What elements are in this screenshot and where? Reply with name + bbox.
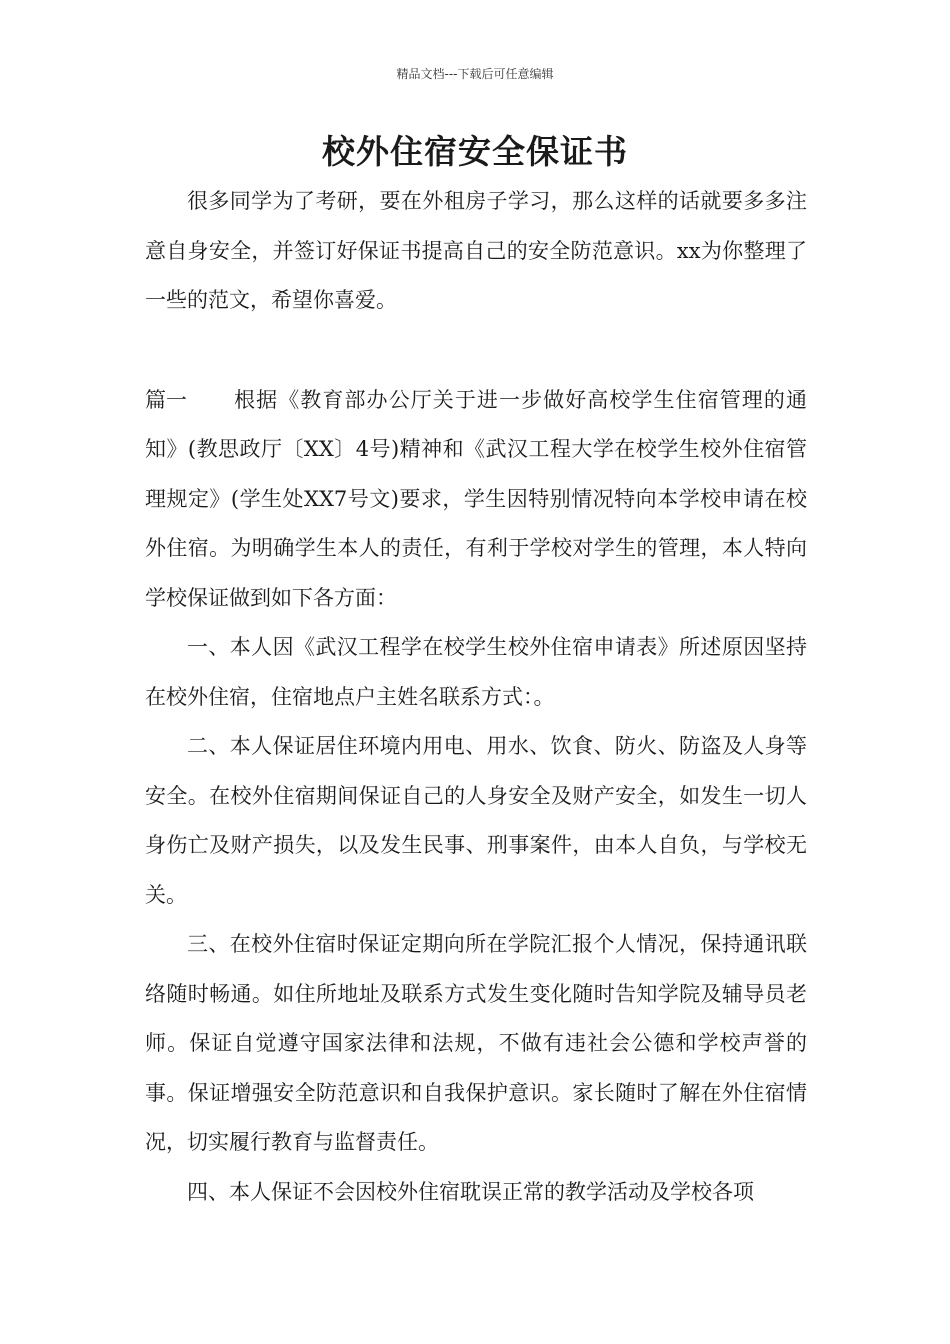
- document-title: 校外住宿安全保证书: [322, 132, 628, 171]
- clause-item-4: 四、本人保证不会因校外住宿耽误正常的教学活动及学校各项: [187, 1179, 754, 1204]
- section-intro-text: 根据《教育部办公厅关于进一步做好高校学生住宿管理的通知》(教思政厅〔XX〕4号)精神和《武汉工程大学在校学生校外住宿管理规定》(学生处XX7号文)要求，学生因特别情况特向本学校申请在校外住宿。为明确学生本人的责任，有利于学校对学生的管理，本人特向学校保证做到如下各方面：: [145, 387, 807, 610]
- paragraph-gap: [145, 326, 807, 376]
- section-paragraph: [145, 376, 807, 624]
- section-label: 篇一: [145, 387, 187, 412]
- clause-item-3: 三、在校外住宿时保证定期向所在学院汇报个人情况，保持通讯联络随时畅通。如住所地址及联系方式发生变化随时告知学院及辅导员老师。保证自觉遵守国家法律和法规，不做有违社会公德和学校声誉的事。保证增强安全防范意识和自我保护意识。家长随时了解在外住宿情况，切实履行教育与监督责任。: [145, 932, 807, 1154]
- clause-item-1: 一、本人因《武汉工程学在校学生校外住宿申请表》所述原因坚持在校外住宿，住宿地点户主姓名联系方式：。: [145, 635, 807, 709]
- intro-paragraph: 很多同学为了考研，要在外租房子学习，那么这样的话就要多多注意自身安全，并签订好保证书提高自己的安全防范意识。xx为你整理了一些的范文，希望你喜爱。: [145, 189, 807, 312]
- document-body: [145, 177, 807, 1217]
- header-note: 精品文档---下载后可任意编辑: [396, 67, 554, 81]
- clause-item-2: 二、本人保证居住环境内用电、用水、饮食、防火、防盗及人身等安全。在校外住宿期间保证自己的人身安全及财产安全，如发生一切人身伤亡及财产损失，以及发生民事、刑事案件，由本人自负，与学校无关。: [145, 734, 807, 907]
